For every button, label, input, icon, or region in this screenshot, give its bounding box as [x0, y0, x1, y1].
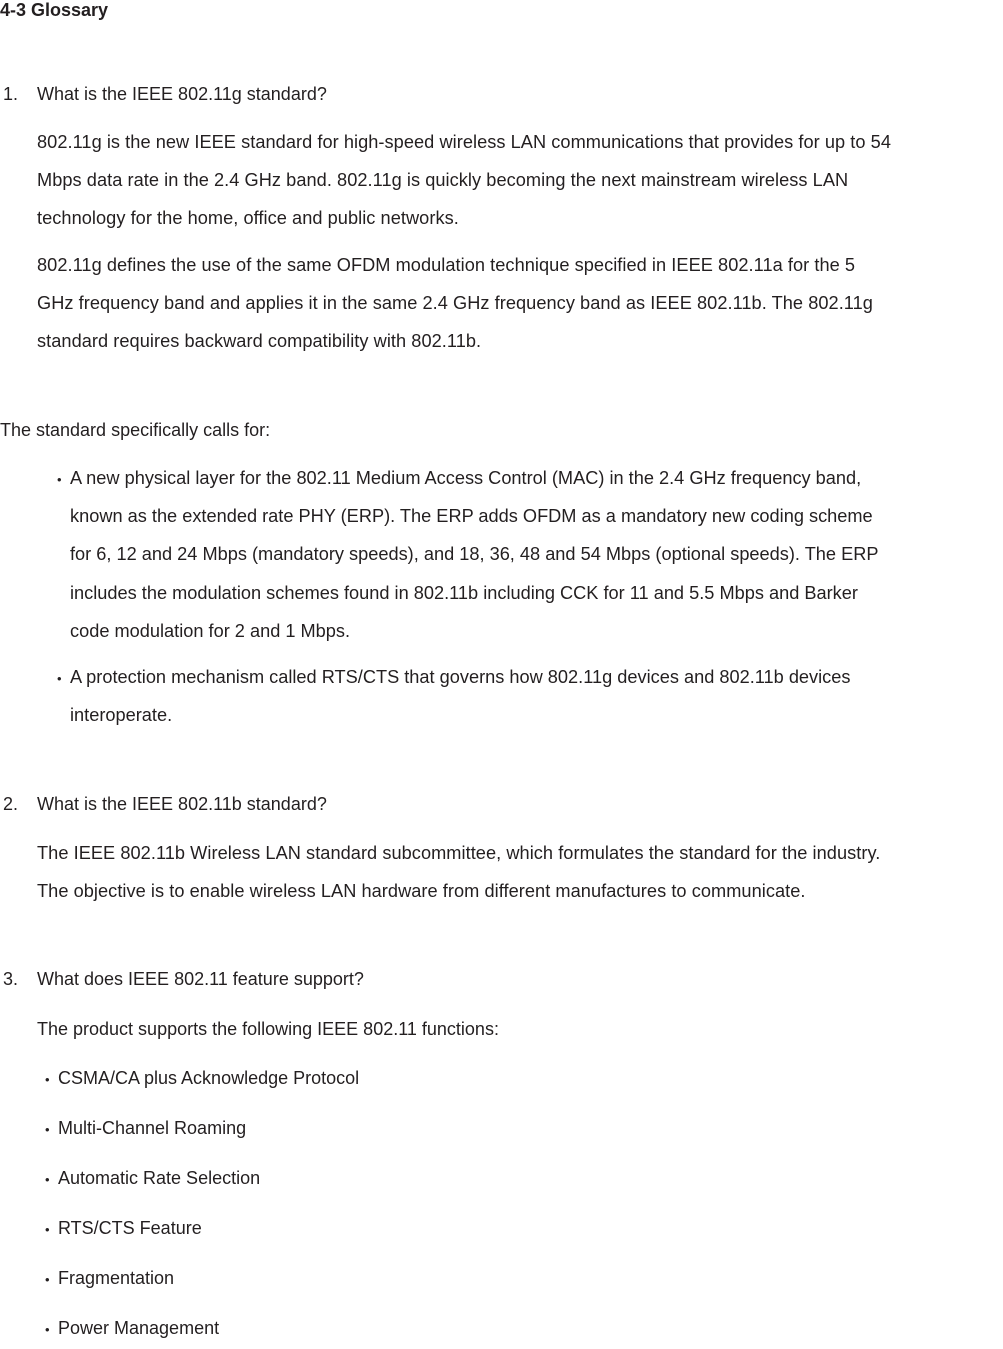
q1-paragraph-1 — [37, 123, 1003, 238]
q1-paragraph-2 — [37, 246, 1003, 361]
text-line: for 6, 12 and 24 Mbps (mandatory speeds), and 18, 36, 48 and 54 Mbps (optional speeds). The ERP — [70, 544, 879, 565]
text-line: A new physical layer for the 802.11 Medium Access Control (MAC) in the 2.4 GHz frequency band, — [70, 468, 862, 488]
bullet-icon: • — [57, 671, 62, 686]
text-line: Mbps data rate in the 2.4 GHz band. 802.11g is quickly becoming the next mainstream wireless LAN — [37, 170, 849, 191]
bullet-item-2 — [70, 658, 851, 734]
bullet-icon: • — [45, 1322, 50, 1337]
text-line: GHz frequency band and applies it in the same 2.4 GHz frequency band as IEEE 802.11b. The 802.11g — [37, 293, 873, 314]
feature-item: Fragmentation — [58, 1268, 175, 1288]
q1-question: What is the IEEE 802.11g standard? — [37, 84, 327, 104]
q3-intro: The product supports the following IEEE 802.11 functions: — [37, 1019, 499, 1039]
text-line: interoperate. — [70, 705, 173, 726]
text-line: 802.11g is the new IEEE standard for high-speed wireless LAN communications that provides for up to 54 — [37, 132, 891, 152]
text-line: 802.11g defines the use of the same OFDM modulation technique specified in IEEE 802.11a for the 5 — [37, 255, 856, 275]
feature-item: RTS/CTS Feature — [58, 1218, 202, 1238]
feature-item: Multi-Channel Roaming — [58, 1118, 247, 1138]
text-line: known as the extended rate PHY (ERP). The ERP adds OFDM as a mandatory new coding scheme — [70, 506, 873, 527]
bullet-icon: • — [57, 472, 62, 487]
q2-question: What is the IEEE 802.11b standard? — [37, 794, 327, 814]
q3-question: What does IEEE 802.11 feature support? — [37, 969, 364, 989]
text-line: code modulation for 2 and 1 Mbps. — [70, 620, 351, 641]
feature-item: Power Management — [58, 1318, 220, 1338]
q3-number: 3. — [3, 969, 19, 989]
text-line: The objective is to enable wireless LAN hardware from different manufactures to communicate. — [37, 881, 806, 902]
q2-number: 2. — [3, 794, 19, 814]
bullet-icon: • — [45, 1172, 50, 1187]
section-title: 4-3 Glossary — [0, 0, 109, 20]
text-line: standard requires backward compatibility with 802.11b. — [37, 331, 482, 352]
text-line: includes the modulation schemes found in 802.11b including CCK for 11 and 5.5 Mbps and Barker — [70, 582, 858, 603]
feature-item: CSMA/CA plus Acknowledge Protocol — [58, 1068, 360, 1088]
q2-answer — [37, 834, 1003, 910]
bullet-icon: • — [45, 1272, 50, 1287]
bullet-item-1 — [70, 459, 879, 650]
bullet-icon: • — [45, 1072, 50, 1087]
text-line: The IEEE 802.11b Wireless LAN standard subcommittee, which formulates the standard for the industry. — [37, 843, 881, 863]
text-line: A protection mechanism called RTS/CTS that governs how 802.11g devices and 802.11b devices — [70, 667, 851, 687]
bullet-icon: • — [45, 1122, 50, 1137]
feature-item: Automatic Rate Selection — [58, 1168, 261, 1188]
q1-number: 1. — [3, 84, 19, 104]
bullet-icon: • — [45, 1222, 50, 1237]
calls-for-intro: The standard specifically calls for: — [0, 420, 271, 440]
text-line: technology for the home, office and public networks. — [37, 208, 459, 229]
